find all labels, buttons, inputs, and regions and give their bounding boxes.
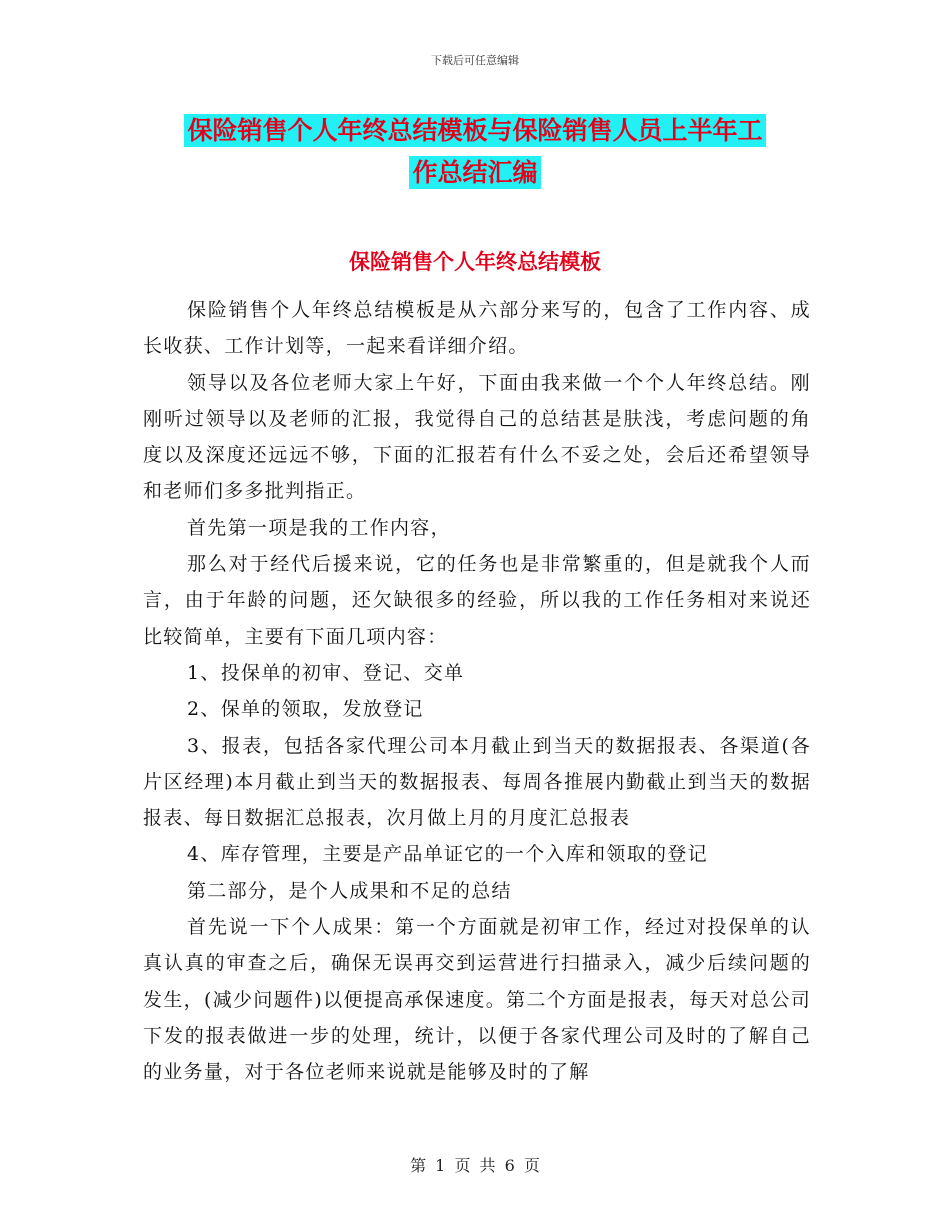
paragraph: 保险销售个人年终总结模板是从六部分来写的，包含了工作内容、成长收获、工作计划等，一起来看详细介绍。 — [143, 299, 811, 358]
section-title: 保险销售个人年终总结模板 — [349, 250, 601, 274]
list-item: 1、投保单的初审、登记、交单 — [187, 661, 465, 684]
paragraph: 领导以及各位老师大家上午好，下面由我来做一个个人年终总结。刚刚听过领导以及老师的汇报，我觉得自己的总结甚是肤浅，考虑问题的角度以及深度还远远不够，下面的汇报若有什么不妥之处，会后还希望领导和老师们多多批判指正。 — [143, 371, 811, 503]
paragraph: 第二部分，是个人成果和不足的总结 — [187, 879, 512, 902]
header-note: 下载后可任意编辑 — [431, 54, 519, 67]
list-item: 2、保单的领取，发放登记 — [187, 698, 424, 721]
document-title — [140, 110, 810, 194]
page-number: 第 1 页 共 6 页 — [410, 1156, 540, 1175]
paragraph: 首先第一项是我的工作内容， — [187, 516, 451, 539]
document-title-line-2: 作总结汇编 — [409, 156, 540, 189]
document-body — [143, 292, 811, 1091]
list-item: 4、库存管理，主要是产品单证它的一个入库和领取的登记 — [187, 843, 708, 866]
list-item: 3、报表，包括各家代理公司本月截止到当天的数据报表、各渠道(各片区经理)本月截止到当天的数据报表、每周各推展内勤截止到当天的数据报表、每日数据汇总报表，次月做上月的月度汇总报表 — [143, 734, 811, 830]
document-title-line-1: 保险销售个人年终总结模板与保险销售人员上半年工 — [184, 114, 765, 147]
paragraph: 首先说一下个人成果：第一个方面就是初审工作，经过对投保单的认真认真的审查之后，确保无误再交到运营进行扫描录入，减少后续问题的发生，(减少问题件)以便提高承保速度。第二个方面是报表，每天对总公司下发的报表做进一步的处理，统计，以便于各家代理公司及时的了解自己的业务量，对于各位老师来说就是能够及时的了解 — [143, 916, 811, 1084]
paragraph: 那么对于经代后援来说，它的任务也是非常繁重的，但是就我个人而言，由于年龄的问题，还欠缺很多的经验，所以我的工作任务相对来说还比较简单，主要有下面几项内容： — [143, 553, 811, 648]
